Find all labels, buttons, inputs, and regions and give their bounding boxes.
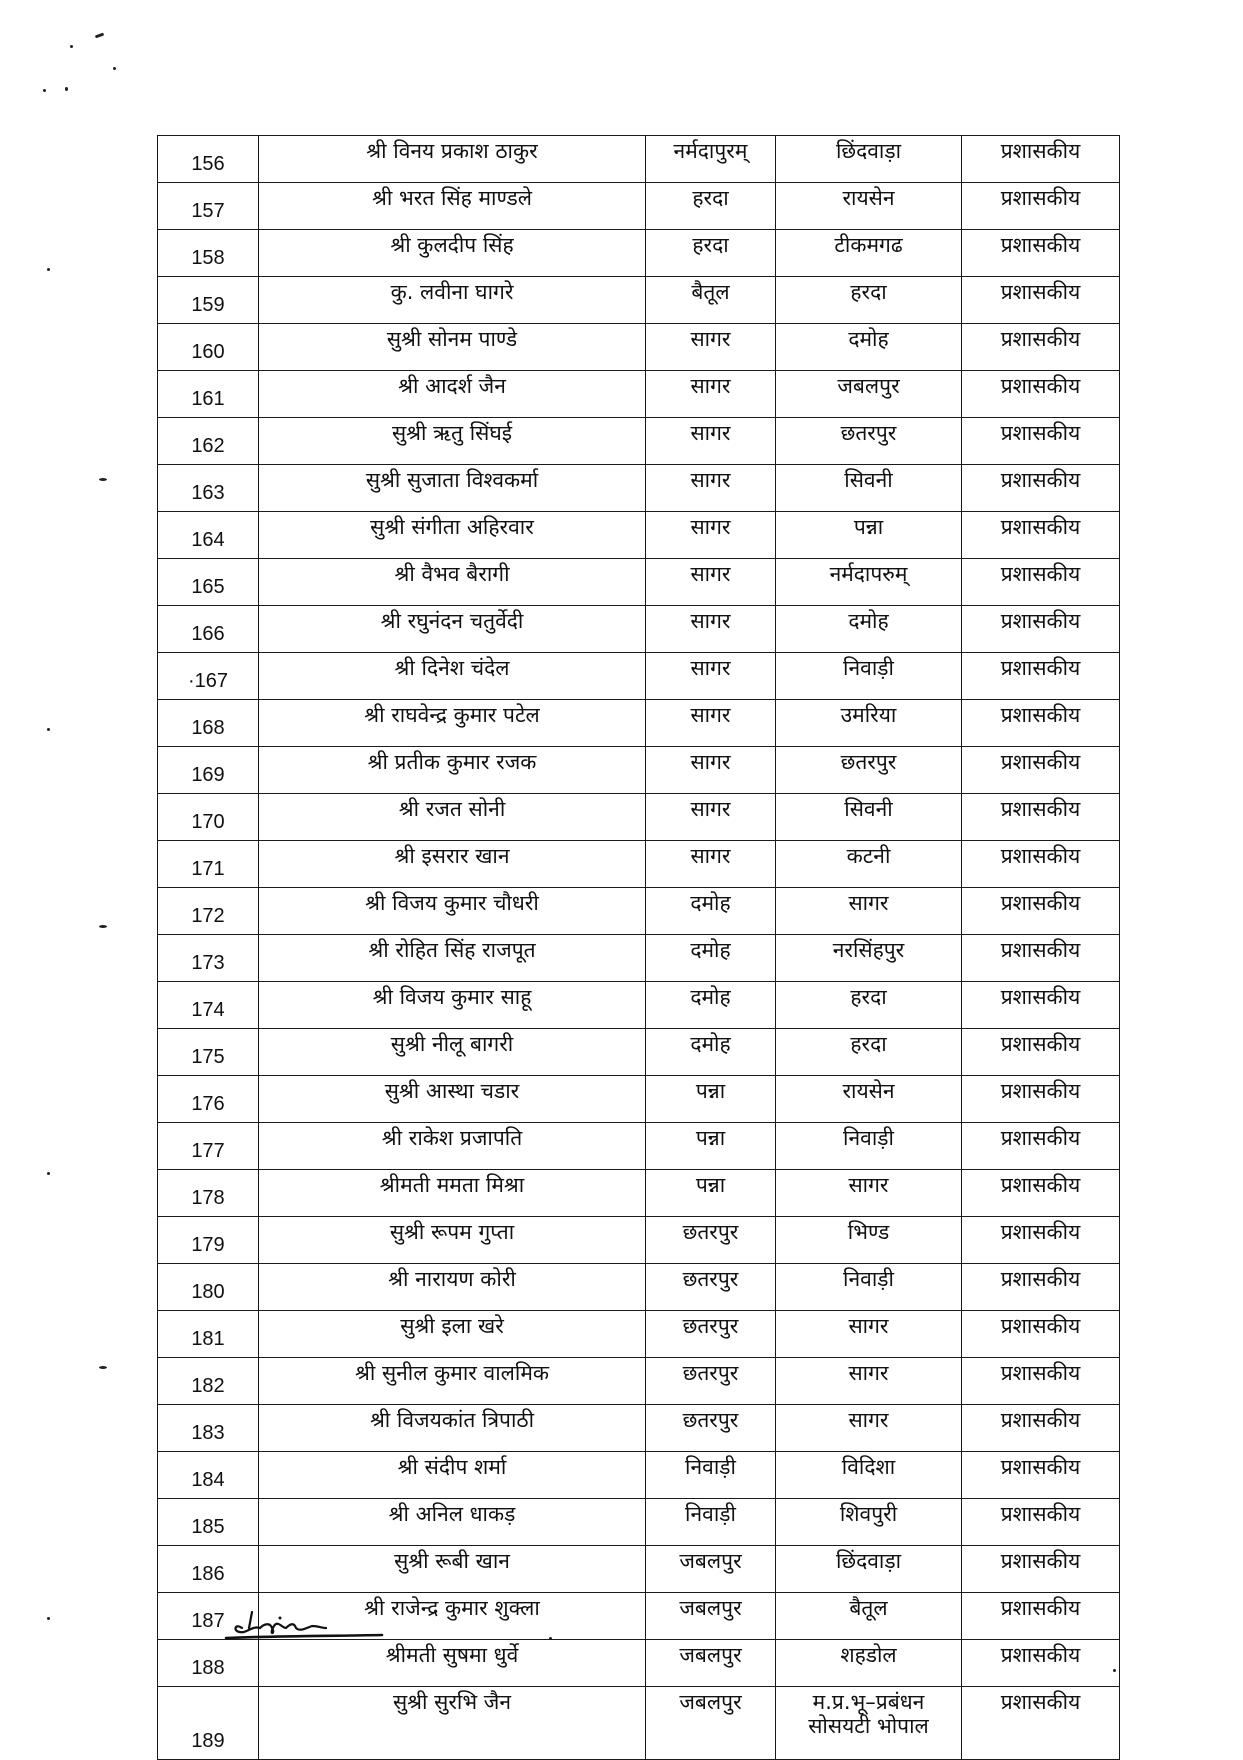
- employee-name-cell: सुश्री नीलू बागरी: [259, 1029, 646, 1076]
- to-posting-cell: [776, 1405, 962, 1452]
- employee-name-cell: श्री विनय प्रकाश ठाकुर: [259, 136, 646, 183]
- table-row: [158, 1452, 1120, 1499]
- to-posting-line: उमरिया: [840, 703, 897, 727]
- scan-speck: [70, 45, 73, 48]
- transfer-reason-cell: प्रशासकीय: [962, 1264, 1120, 1311]
- to-posting-line: हरदा: [850, 985, 887, 1009]
- from-district-cell: सागर: [646, 418, 776, 465]
- from-district-cell: दमोह: [646, 1029, 776, 1076]
- from-district-cell: छतरपुर: [646, 1217, 776, 1264]
- serial-number-cell: 157: [158, 183, 259, 230]
- to-posting-cell: [776, 1593, 962, 1640]
- to-posting-line: कटनी: [846, 844, 891, 868]
- employee-name-cell: कु. लवीना घागरे: [259, 277, 646, 324]
- to-posting-cell: [776, 371, 962, 418]
- employee-name-cell: श्री रघुनंदन चतुर्वेदी: [259, 606, 646, 653]
- to-posting-cell: [776, 1264, 962, 1311]
- transfer-reason-cell: प्रशासकीय: [962, 606, 1120, 653]
- employee-name-cell: सुश्री ऋतु सिंघई: [259, 418, 646, 465]
- serial-number-cell: 165: [158, 559, 259, 606]
- employee-name-cell: सुश्री रूबी खान: [259, 1546, 646, 1593]
- scan-speck: [43, 89, 46, 92]
- to-posting-line: दमोह: [848, 327, 889, 351]
- to-posting-cell: [776, 1029, 962, 1076]
- to-posting-line: जबलपुर: [837, 374, 900, 398]
- employee-name-cell: श्री इसरार खान: [259, 841, 646, 888]
- serial-number-cell: 162: [158, 418, 259, 465]
- employee-name-cell: श्री वैभव बैरागी: [259, 559, 646, 606]
- from-district-cell: सागर: [646, 512, 776, 559]
- serial-number-cell: 161: [158, 371, 259, 418]
- to-posting-line: निवाड़ी: [843, 1267, 894, 1291]
- transfer-table: [157, 135, 1120, 1760]
- table-row: [158, 1546, 1120, 1593]
- employee-name-cell: सुश्री सोनम पाण्डे: [259, 324, 646, 371]
- from-district-cell: छतरपुर: [646, 1264, 776, 1311]
- table-row: [158, 935, 1120, 982]
- to-posting-cell: [776, 935, 962, 982]
- transfer-reason-cell: प्रशासकीय: [962, 1593, 1120, 1640]
- serial-number-cell: 158: [158, 230, 259, 277]
- to-posting-cell: [776, 841, 962, 888]
- transfer-reason-cell: प्रशासकीय: [962, 1076, 1120, 1123]
- to-posting-cell: [776, 747, 962, 794]
- to-posting-line: छतरपुर: [840, 750, 897, 774]
- serial-number-cell: 174: [158, 982, 259, 1029]
- table-row: [158, 1311, 1120, 1358]
- table-body: [158, 136, 1120, 1760]
- table-row: [158, 747, 1120, 794]
- employee-name-cell: श्री अनिल धाकड़: [259, 1499, 646, 1546]
- from-district-cell: सागर: [646, 700, 776, 747]
- serial-number-cell: ·167: [158, 653, 259, 700]
- from-district-cell: नर्मदापुरम्: [646, 136, 776, 183]
- to-posting-line: दमोह: [848, 609, 889, 633]
- serial-number-cell: 156: [158, 136, 259, 183]
- from-district-cell: जबलपुर: [646, 1687, 776, 1760]
- serial-number-cell: 172: [158, 888, 259, 935]
- from-district-cell: दमोह: [646, 888, 776, 935]
- from-district-cell: सागर: [646, 371, 776, 418]
- employee-name-cell: श्री सुनील कुमार वालमिक: [259, 1358, 646, 1405]
- transfer-reason-cell: प्रशासकीय: [962, 982, 1120, 1029]
- transfer-reason-cell: प्रशासकीय: [962, 1170, 1120, 1217]
- table-row: [158, 1123, 1120, 1170]
- to-posting-line: सागर: [848, 1408, 889, 1432]
- to-posting-line: म.प्र.भू–प्रबंधन: [812, 1690, 925, 1714]
- table-row: [158, 1687, 1120, 1760]
- to-posting-cell: [776, 1217, 962, 1264]
- employee-name-cell: श्री विजय कुमार चौधरी: [259, 888, 646, 935]
- serial-number-cell: 181: [158, 1311, 259, 1358]
- to-posting-line: नरसिंहपुर: [832, 938, 905, 962]
- to-posting-line: रायसेन: [842, 1079, 895, 1103]
- to-posting-line: निवाड़ी: [843, 656, 894, 680]
- serial-number-cell: 184: [158, 1452, 259, 1499]
- serial-number-cell: 166: [158, 606, 259, 653]
- table-row: [158, 794, 1120, 841]
- employee-name-cell: श्री राघवेन्द्र कुमार पटेल: [259, 700, 646, 747]
- serial-number-cell: 179: [158, 1217, 259, 1264]
- table-row: [158, 606, 1120, 653]
- from-district-cell: हरदा: [646, 230, 776, 277]
- employee-name-cell: श्री संदीप शर्मा: [259, 1452, 646, 1499]
- to-posting-cell: [776, 277, 962, 324]
- to-posting-cell: [776, 512, 962, 559]
- to-posting-cell: [776, 982, 962, 1029]
- serial-number-cell: 171: [158, 841, 259, 888]
- scan-speck: [47, 1617, 50, 1620]
- serial-number-cell: 177: [158, 1123, 259, 1170]
- transfer-reason-cell: प्रशासकीय: [962, 1452, 1120, 1499]
- table-row: [158, 982, 1120, 1029]
- to-posting-cell: [776, 700, 962, 747]
- serial-number-cell: 187: [158, 1593, 259, 1640]
- table-row: [158, 1217, 1120, 1264]
- transfer-reason-cell: प्रशासकीय: [962, 1123, 1120, 1170]
- serial-number-cell: 186: [158, 1546, 259, 1593]
- serial-number-cell: 175: [158, 1029, 259, 1076]
- employee-name-cell: सुश्री सुजाता विश्वकर्मा: [259, 465, 646, 512]
- from-district-cell: सागर: [646, 465, 776, 512]
- table-row: [158, 465, 1120, 512]
- to-posting-line: हरदा: [850, 280, 887, 304]
- from-district-cell: पन्ना: [646, 1123, 776, 1170]
- table-row: [158, 1358, 1120, 1405]
- transfer-reason-cell: प्रशासकीय: [962, 747, 1120, 794]
- from-district-cell: छतरपुर: [646, 1358, 776, 1405]
- to-posting-line: सागर: [848, 891, 889, 915]
- from-district-cell: जबलपुर: [646, 1640, 776, 1687]
- table-row: [158, 183, 1120, 230]
- from-district-cell: सागर: [646, 606, 776, 653]
- from-district-cell: बैतूल: [646, 277, 776, 324]
- employee-name-cell: श्री राजेन्द्र कुमार शुक्ला: [259, 1593, 646, 1640]
- scan-speck: [99, 925, 107, 928]
- signature-dot: [279, 1617, 282, 1620]
- serial-number-cell: 188: [158, 1640, 259, 1687]
- table-row: [158, 1640, 1120, 1687]
- transfer-reason-cell: प्रशासकीय: [962, 841, 1120, 888]
- transfer-reason-cell: प्रशासकीय: [962, 935, 1120, 982]
- table-row: [158, 653, 1120, 700]
- from-district-cell: पन्ना: [646, 1076, 776, 1123]
- from-district-cell: सागर: [646, 794, 776, 841]
- to-posting-cell: [776, 1076, 962, 1123]
- transfer-reason-cell: प्रशासकीय: [962, 653, 1120, 700]
- serial-number-cell: 163: [158, 465, 259, 512]
- employee-name-cell: श्री दिनेश चंदेल: [259, 653, 646, 700]
- to-posting-cell: [776, 1687, 962, 1760]
- to-posting-line: रायसेन: [842, 186, 895, 210]
- employee-name-cell: श्री आदर्श जैन: [259, 371, 646, 418]
- transfer-reason-cell: प्रशासकीय: [962, 888, 1120, 935]
- transfer-reason-cell: प्रशासकीय: [962, 512, 1120, 559]
- to-posting-line: छतरपुर: [840, 421, 897, 445]
- to-posting-cell: [776, 136, 962, 183]
- to-posting-cell: [776, 653, 962, 700]
- to-posting-line: निवाड़ी: [843, 1126, 894, 1150]
- employee-name-cell: सुश्री संगीता अहिरवार: [259, 512, 646, 559]
- scan-speck: [113, 67, 116, 70]
- from-district-cell: सागर: [646, 653, 776, 700]
- to-posting-line: विदिशा: [841, 1455, 896, 1479]
- to-posting-line: भिण्ड: [847, 1220, 890, 1244]
- from-district-cell: निवाड़ी: [646, 1452, 776, 1499]
- from-district-cell: सागर: [646, 747, 776, 794]
- transfer-reason-cell: प्रशासकीय: [962, 794, 1120, 841]
- employee-name-cell: श्री नारायण कोरी: [259, 1264, 646, 1311]
- transfer-reason-cell: प्रशासकीय: [962, 136, 1120, 183]
- serial-number-cell: 182: [158, 1358, 259, 1405]
- transfer-reason-cell: प्रशासकीय: [962, 1405, 1120, 1452]
- to-posting-line: सागर: [848, 1314, 889, 1338]
- serial-number-cell: 159: [158, 277, 259, 324]
- to-posting-cell: [776, 606, 962, 653]
- to-posting-line: शहडोल: [840, 1643, 897, 1667]
- transfer-reason-cell: प्रशासकीय: [962, 183, 1120, 230]
- transfer-reason-cell: प्रशासकीय: [962, 1687, 1120, 1760]
- serial-number-cell: 168: [158, 700, 259, 747]
- scan-speck: [47, 728, 50, 731]
- employee-name-cell: सुश्री रूपम गुप्ता: [259, 1217, 646, 1264]
- transfer-reason-cell: प्रशासकीय: [962, 277, 1120, 324]
- from-district-cell: जबलपुर: [646, 1593, 776, 1640]
- table-row: [158, 1405, 1120, 1452]
- to-posting-line: नर्मदापरुम्: [829, 562, 908, 586]
- scan-speck: [47, 1172, 50, 1175]
- to-posting-cell: [776, 1123, 962, 1170]
- to-posting-cell: [776, 418, 962, 465]
- to-posting-cell: [776, 1640, 962, 1687]
- serial-number-cell: 183: [158, 1405, 259, 1452]
- table-row: [158, 841, 1120, 888]
- transfer-reason-cell: प्रशासकीय: [962, 700, 1120, 747]
- from-district-cell: सागर: [646, 559, 776, 606]
- to-posting-cell: [776, 1358, 962, 1405]
- to-posting-cell: [776, 324, 962, 371]
- to-posting-line: पन्ना: [853, 515, 884, 539]
- to-posting-cell: [776, 465, 962, 512]
- from-district-cell: छतरपुर: [646, 1405, 776, 1452]
- serial-number-cell: 170: [158, 794, 259, 841]
- scan-speck: [99, 478, 107, 481]
- serial-number-cell: 169: [158, 747, 259, 794]
- to-posting-line: सिवनी: [844, 468, 893, 492]
- table-row: [158, 324, 1120, 371]
- transfer-reason-cell: प्रशासकीय: [962, 1640, 1120, 1687]
- to-posting-cell: [776, 1170, 962, 1217]
- employee-name-cell: श्रीमती सुषमा धुर्वे: [259, 1640, 646, 1687]
- transfer-reason-cell: प्रशासकीय: [962, 1358, 1120, 1405]
- from-district-cell: सागर: [646, 324, 776, 371]
- table-row: [158, 136, 1120, 183]
- table-row: [158, 700, 1120, 747]
- table-row: [158, 1264, 1120, 1311]
- serial-number-cell: 176: [158, 1076, 259, 1123]
- serial-number-cell: 164: [158, 512, 259, 559]
- employee-name-cell: सुश्री सुरभि जैन: [259, 1687, 646, 1760]
- employee-name-cell: श्री प्रतीक कुमार रजक: [259, 747, 646, 794]
- transfer-reason-cell: प्रशासकीय: [962, 418, 1120, 465]
- serial-number-cell: 189: [158, 1687, 259, 1760]
- employee-name-cell: श्री रजत सोनी: [259, 794, 646, 841]
- transfer-reason-cell: प्रशासकीय: [962, 1546, 1120, 1593]
- table-row: [158, 371, 1120, 418]
- from-district-cell: जबलपुर: [646, 1546, 776, 1593]
- transfer-reason-cell: प्रशासकीय: [962, 465, 1120, 512]
- table-row: [158, 230, 1120, 277]
- to-posting-cell: [776, 1546, 962, 1593]
- to-posting-line: छिंदवाड़ा: [835, 139, 902, 163]
- to-posting-cell: [776, 1499, 962, 1546]
- to-posting-line: छिंदवाड़ा: [835, 1549, 902, 1573]
- serial-number-cell: 173: [158, 935, 259, 982]
- from-district-cell: सागर: [646, 841, 776, 888]
- signature-stroke: [236, 1612, 327, 1633]
- to-posting-line: शिवपुरी: [839, 1502, 898, 1526]
- to-posting-cell: [776, 1311, 962, 1358]
- transfer-reason-cell: प्रशासकीय: [962, 1311, 1120, 1358]
- table-row: [158, 277, 1120, 324]
- to-posting-cell: [776, 1452, 962, 1499]
- from-district-cell: दमोह: [646, 935, 776, 982]
- serial-number-cell: 178: [158, 1170, 259, 1217]
- to-posting-line: टीकमगढ: [834, 233, 903, 257]
- employee-name-cell: श्री राकेश प्रजापति: [259, 1123, 646, 1170]
- transfer-reason-cell: प्रशासकीय: [962, 1029, 1120, 1076]
- table-row: [158, 559, 1120, 606]
- to-posting-line: सागर: [848, 1361, 889, 1385]
- table-row: [158, 1499, 1120, 1546]
- to-posting-cell: [776, 888, 962, 935]
- to-posting-line: सिवनी: [844, 797, 893, 821]
- table-row: [158, 1029, 1120, 1076]
- table-row: [158, 418, 1120, 465]
- employee-name-cell: श्री भरत सिंह माण्डले: [259, 183, 646, 230]
- from-district-cell: दमोह: [646, 982, 776, 1029]
- transfer-reason-cell: प्रशासकीय: [962, 371, 1120, 418]
- to-posting-line: हरदा: [850, 1032, 887, 1056]
- table-row: [158, 888, 1120, 935]
- serial-number-cell: 160: [158, 324, 259, 371]
- serial-number-cell: 185: [158, 1499, 259, 1546]
- table-row: [158, 1170, 1120, 1217]
- employee-name-cell: श्रीमती ममता मिश्रा: [259, 1170, 646, 1217]
- employee-name-cell: सुश्री आस्था चडार: [259, 1076, 646, 1123]
- employee-name-cell: श्री विजय कुमार साहू: [259, 982, 646, 1029]
- employee-name-cell: श्री विजयकांत त्रिपाठी: [259, 1405, 646, 1452]
- scan-speck: [99, 1366, 107, 1369]
- from-district-cell: हरदा: [646, 183, 776, 230]
- employee-name-cell: श्री रोहित सिंह राजपूत: [259, 935, 646, 982]
- to-posting-cell: [776, 794, 962, 841]
- from-district-cell: निवाड़ी: [646, 1499, 776, 1546]
- transfer-reason-cell: प्रशासकीय: [962, 324, 1120, 371]
- to-posting-cell: [776, 183, 962, 230]
- scan-speck: [47, 268, 50, 271]
- transfer-reason-cell: प्रशासकीय: [962, 1217, 1120, 1264]
- to-posting-line: बैतूल: [849, 1596, 888, 1620]
- table-row: [158, 1076, 1120, 1123]
- to-posting-line: सागर: [848, 1173, 889, 1197]
- scan-speck: [65, 87, 68, 91]
- serial-number-cell: 180: [158, 1264, 259, 1311]
- to-posting-cell: [776, 230, 962, 277]
- from-district-cell: छतरपुर: [646, 1311, 776, 1358]
- transfer-reason-cell: प्रशासकीय: [962, 559, 1120, 606]
- signature-underline: [226, 1635, 382, 1638]
- table-row: [158, 512, 1120, 559]
- scan-speck: [95, 33, 104, 39]
- from-district-cell: पन्ना: [646, 1170, 776, 1217]
- to-posting-line: सोसयटी भोपाल: [808, 1714, 929, 1739]
- transfer-reason-cell: प्रशासकीय: [962, 1499, 1120, 1546]
- transfer-reason-cell: प्रशासकीय: [962, 230, 1120, 277]
- signature: [222, 1606, 387, 1642]
- to-posting-cell: [776, 559, 962, 606]
- employee-name-cell: सुश्री इला खरे: [259, 1311, 646, 1358]
- employee-name-cell: श्री कुलदीप सिंह: [259, 230, 646, 277]
